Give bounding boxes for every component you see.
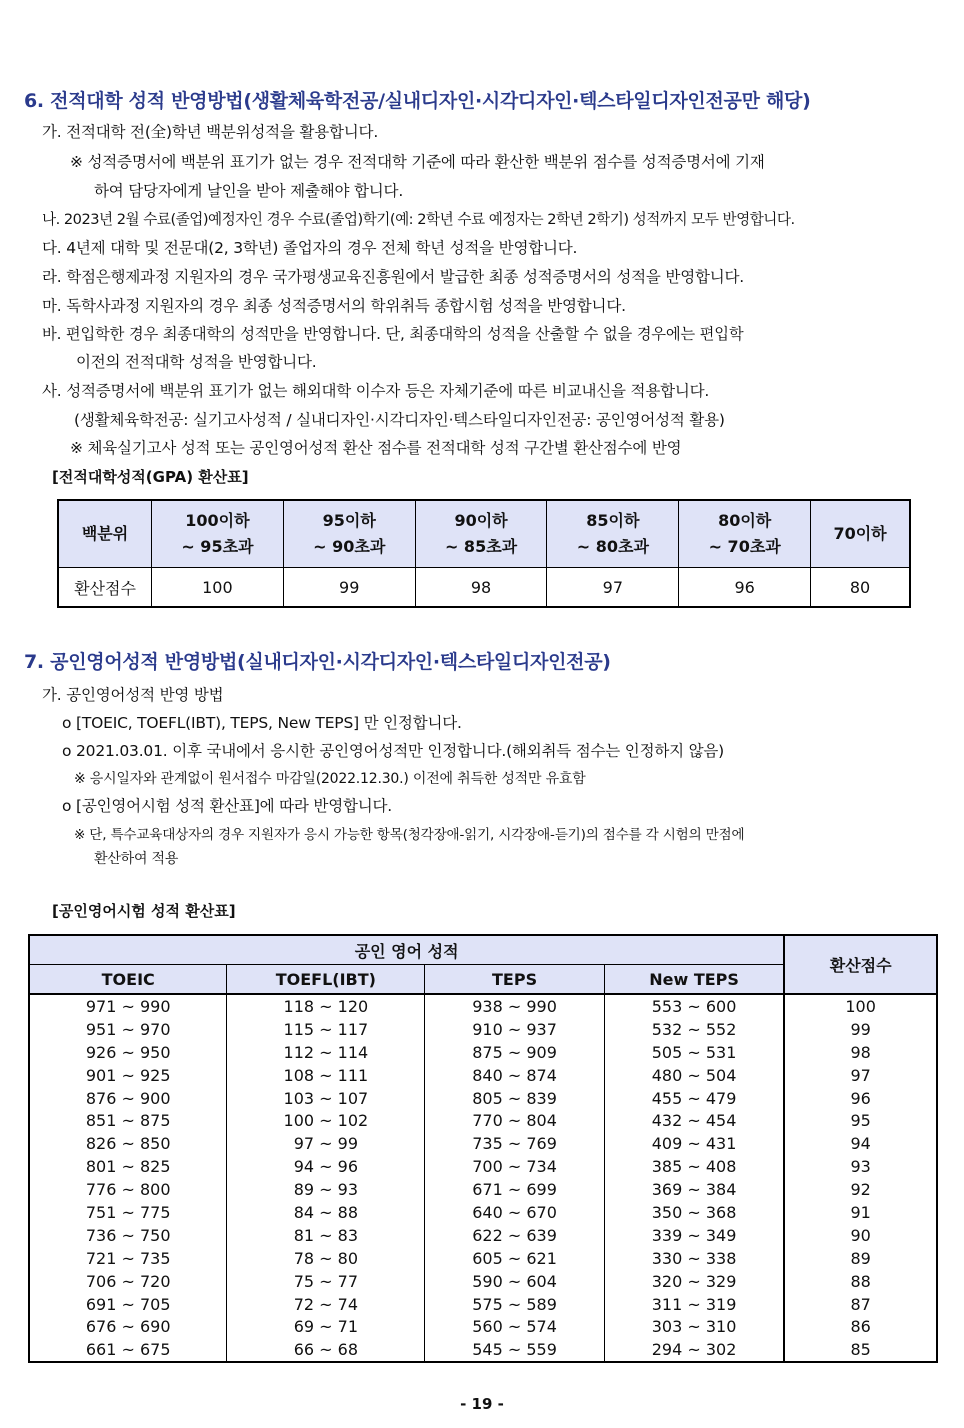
eng-range-cell: 75 ~ 77 — [227, 1270, 425, 1293]
eng-range-cell: 100 ~ 102 — [227, 1109, 425, 1132]
range-top: 90이하 — [454, 511, 508, 530]
item-7-ga: 가. 공인영어성적 반영 방법 — [42, 686, 224, 704]
eng-range-cell: 532 ~ 552 — [604, 1018, 784, 1041]
eng-score-cell: 94 — [784, 1132, 937, 1155]
eng-range-cell: 735 ~ 769 — [425, 1132, 605, 1155]
eng-col-header: New TEPS — [604, 965, 784, 995]
table-row — [29, 1270, 937, 1293]
eng-range-cell: 661 ~ 675 — [29, 1338, 227, 1362]
eng-score-cell: 86 — [784, 1315, 937, 1338]
eng-range-cell: 805 ~ 839 — [425, 1087, 605, 1110]
eng-range-cell: 801 ~ 825 — [29, 1155, 227, 1178]
eng-range-cell: 736 ~ 750 — [29, 1224, 227, 1247]
gpa-score-cell: 100 — [152, 568, 284, 608]
eng-range-cell: 691 ~ 705 — [29, 1293, 227, 1316]
range-top: 85이하 — [586, 511, 640, 530]
section-7-title: 7. 공인영어성적 반영방법(실내디자인·시각디자인·텍스타일디자인전공) — [24, 651, 611, 673]
table-row — [29, 1064, 937, 1087]
eng-range-cell: 505 ~ 531 — [604, 1041, 784, 1064]
eng-range-cell: 575 ~ 589 — [425, 1293, 605, 1316]
eng-range-cell: 118 ~ 120 — [227, 994, 425, 1018]
eng-range-cell: 103 ~ 107 — [227, 1087, 425, 1110]
gpa-header-row — [58, 500, 910, 568]
gpa-score-cell: 98 — [415, 568, 547, 608]
table-row — [29, 1041, 937, 1064]
eng-range-cell: 66 ~ 68 — [227, 1338, 425, 1362]
eng-range-cell: 671 ~ 699 — [425, 1178, 605, 1201]
gpa-range-cell — [547, 500, 679, 568]
gpa-range-cell — [152, 500, 284, 568]
gpa-score-cell: 96 — [679, 568, 811, 608]
range-bottom: ~ 85초과 — [444, 537, 518, 556]
eng-score-cell: 87 — [784, 1293, 937, 1316]
eng-range-cell: 303 ~ 310 — [604, 1315, 784, 1338]
eng-score-cell: 96 — [784, 1087, 937, 1110]
eng-col-header: TEPS — [425, 965, 605, 995]
eng-range-cell: 751 ~ 775 — [29, 1201, 227, 1224]
item-7-o3-note: ※ 단, 특수교육대상자의 경우 지원자가 응시 가능한 항목(청각장애-읽기, 시각장애-듣기)의 점수를 각 시험의 만점에 — [74, 827, 745, 843]
table-row — [29, 1087, 937, 1110]
item-ga-note-cont: 하여 담당자에게 날인을 받아 제출해야 합니다. — [94, 182, 404, 200]
range-top: 100이하 — [185, 511, 250, 530]
eng-range-cell: 776 ~ 800 — [29, 1178, 227, 1201]
eng-range-cell: 590 ~ 604 — [425, 1270, 605, 1293]
eng-range-cell: 910 ~ 937 — [425, 1018, 605, 1041]
eng-range-cell: 640 ~ 670 — [425, 1201, 605, 1224]
gpa-range-cell — [811, 500, 910, 568]
eng-table-body — [29, 994, 937, 1362]
eng-score-cell: 90 — [784, 1224, 937, 1247]
eng-table-caption: [공인영어시험 성적 환산표] — [52, 902, 236, 920]
eng-range-cell: 330 ~ 338 — [604, 1247, 784, 1270]
note-text: ※ 성적증명서에 백분위 표기가 없는 경우 전적대학 기준에 따라 환산한 백분위 점수를 성적증명서에 기재 — [70, 153, 765, 171]
item-da: 다. 4년제 대학 및 전문대(2, 3학년) 졸업자의 경우 전체 학년 성적을 반영합니다. — [42, 239, 578, 257]
eng-header-row-1 — [29, 935, 937, 965]
item-ga-note — [70, 150, 938, 172]
gpa-row-label: 환산점수 — [58, 568, 152, 608]
gpa-score-cell: 97 — [547, 568, 679, 608]
eng-range-cell: 320 ~ 329 — [604, 1270, 784, 1293]
eng-range-cell: 700 ~ 734 — [425, 1155, 605, 1178]
eng-score-cell: 100 — [784, 994, 937, 1018]
eng-range-cell: 622 ~ 639 — [425, 1224, 605, 1247]
eng-score-cell: 85 — [784, 1338, 937, 1362]
eng-range-cell: 951 ~ 970 — [29, 1018, 227, 1041]
item-sa: 사. 성적증명서에 백분위 표기가 없는 해외대학 이수자 등은 자체기준에 따른 비교내신을 적용합니다. — [42, 382, 710, 400]
eng-range-cell: 385 ~ 408 — [604, 1155, 784, 1178]
table-row — [29, 1201, 937, 1224]
eng-score-cell: 91 — [784, 1201, 937, 1224]
eng-range-cell: 876 ~ 900 — [29, 1087, 227, 1110]
gpa-score-cell: 99 — [283, 568, 415, 608]
eng-range-cell: 108 ~ 111 — [227, 1064, 425, 1087]
range-top: 95이하 — [322, 511, 376, 530]
range-bottom: ~ 70초과 — [708, 537, 781, 556]
table-row — [29, 1247, 937, 1270]
eng-score-cell: 98 — [784, 1041, 937, 1064]
english-score-table — [28, 934, 938, 1363]
item-7-o3: o [공인영어시험 성적 환산표]에 따라 반영합니다. — [62, 797, 393, 815]
eng-range-cell: 432 ~ 454 — [604, 1109, 784, 1132]
eng-range-cell: 69 ~ 71 — [227, 1315, 425, 1338]
eng-score-cell: 97 — [784, 1064, 937, 1087]
item-ba: 바. 편입학한 경우 최종대학의 성적만을 반영합니다. 단, 최종대학의 성적을 산출할 수 없을 경우에는 편입학 — [42, 325, 744, 343]
table-row — [29, 1109, 937, 1132]
item-ma: 마. 독학사과정 지원자의 경우 최종 성적증명서의 학위취득 종합시험 성적을 반영합니다. — [42, 297, 626, 315]
eng-range-cell: 851 ~ 875 — [29, 1109, 227, 1132]
eng-range-cell: 553 ~ 600 — [604, 994, 784, 1018]
range-top: 70이하 — [833, 524, 887, 543]
gpa-range-cell — [679, 500, 811, 568]
table-row — [29, 994, 937, 1018]
range-bottom: ~ 80초과 — [576, 537, 649, 556]
item-7-o2: o 2021.03.01. 이후 국내에서 응시한 공인영어성적만 인정합니다.(해외취득 점수는 인정하지 않음) — [62, 742, 725, 760]
item-7-o2-note: ※ 응시일자와 관계없이 원서접수 마감일(2022.12.30.) 이전에 취득한 성적만 유효함 — [74, 771, 586, 787]
eng-range-cell: 545 ~ 559 — [425, 1338, 605, 1362]
gpa-row-label: 백분위 — [58, 500, 152, 568]
table-row — [29, 1293, 937, 1316]
eng-range-cell: 115 ~ 117 — [227, 1018, 425, 1041]
eng-range-cell: 409 ~ 431 — [604, 1132, 784, 1155]
item-sa-note-2: ※ 체육실기고사 성적 또는 공인영어성적 환산 점수를 전적대학 성적 구간별 환산점수에 반영 — [70, 439, 682, 457]
eng-range-cell: 81 ~ 83 — [227, 1224, 425, 1247]
eng-score-cell: 93 — [784, 1155, 937, 1178]
eng-range-cell: 971 ~ 990 — [29, 994, 227, 1018]
item-7-o1: o [TOEIC, TOEFL(IBT), TEPS, New TEPS] 만 인정합니다. — [62, 714, 462, 732]
table-row — [29, 1315, 937, 1338]
eng-score-header: 환산점수 — [784, 935, 937, 994]
eng-group-header: 공인 영어 성적 — [29, 935, 784, 965]
eng-range-cell: 84 ~ 88 — [227, 1201, 425, 1224]
eng-range-cell: 706 ~ 720 — [29, 1270, 227, 1293]
eng-range-cell: 721 ~ 735 — [29, 1247, 227, 1270]
item-ba-cont: 이전의 전적대학 성적을 반영합니다. — [76, 353, 317, 371]
eng-range-cell: 840 ~ 874 — [425, 1064, 605, 1087]
item-ra: 라. 학점은행제과정 지원자의 경우 국가평생교육진흥원에서 발급한 최종 성적증명서의 성적을 반영합니다. — [42, 268, 745, 286]
eng-range-cell: 72 ~ 74 — [227, 1293, 425, 1316]
table-row — [29, 1155, 937, 1178]
item-na: 나. 2023년 2월 수료(졸업)예정자인 경우 수료(졸업)학기(예: 2학년 수료 예정자는 2학년 2학기) 성적까지 모두 반영합니다. — [42, 211, 795, 228]
eng-score-cell: 88 — [784, 1270, 937, 1293]
eng-col-header: TOEIC — [29, 965, 227, 995]
item-7-o3-note-cont: 환산하여 적용 — [94, 851, 179, 867]
eng-range-cell: 350 ~ 368 — [604, 1201, 784, 1224]
item-ga: 가. 전적대학 전(全)학년 백분위성적을 활용합니다. — [42, 123, 379, 141]
eng-score-cell: 89 — [784, 1247, 937, 1270]
eng-range-cell: 875 ~ 909 — [425, 1041, 605, 1064]
eng-range-cell: 938 ~ 990 — [425, 994, 605, 1018]
eng-score-cell: 99 — [784, 1018, 937, 1041]
eng-col-header: TOEFL(IBT) — [227, 965, 425, 995]
range-bottom: ~ 95초과 — [181, 537, 254, 556]
eng-range-cell: 89 ~ 93 — [227, 1178, 425, 1201]
section-6-title: 6. 전적대학 성적 반영방법(생활체육학전공/실내디자인·시각디자인·텍스타일디자인전공만 해당) — [24, 90, 811, 112]
eng-range-cell: 311 ~ 319 — [604, 1293, 784, 1316]
eng-range-cell: 926 ~ 950 — [29, 1041, 227, 1064]
eng-range-cell: 97 ~ 99 — [227, 1132, 425, 1155]
range-top: 80이하 — [718, 511, 772, 530]
eng-range-cell: 369 ~ 384 — [604, 1178, 784, 1201]
eng-range-cell: 901 ~ 925 — [29, 1064, 227, 1087]
eng-range-cell: 560 ~ 574 — [425, 1315, 605, 1338]
table-row — [29, 1132, 937, 1155]
eng-range-cell: 339 ~ 349 — [604, 1224, 784, 1247]
eng-range-cell: 605 ~ 621 — [425, 1247, 605, 1270]
eng-range-cell: 480 ~ 504 — [604, 1064, 784, 1087]
range-bottom: ~ 90초과 — [313, 537, 386, 556]
eng-range-cell: 94 ~ 96 — [227, 1155, 425, 1178]
gpa-score-row — [58, 568, 910, 608]
eng-range-cell: 826 ~ 850 — [29, 1132, 227, 1155]
table-row — [29, 1224, 937, 1247]
gpa-range-cell — [415, 500, 547, 568]
page-number: - 19 - — [460, 1395, 504, 1413]
table-row — [29, 1178, 937, 1201]
gpa-conversion-table — [57, 499, 911, 608]
gpa-table-caption: [전적대학성적(GPA) 환산표] — [52, 468, 249, 486]
eng-range-cell: 676 ~ 690 — [29, 1315, 227, 1338]
eng-range-cell: 455 ~ 479 — [604, 1087, 784, 1110]
eng-range-cell: 294 ~ 302 — [604, 1338, 784, 1362]
item-sa-note: (생활체육학전공: 실기고사성적 / 실내디자인·시각디자인·텍스타일디자인전공: 공인영어성적 활용) — [74, 411, 725, 429]
gpa-score-cell: 80 — [811, 568, 910, 608]
gpa-range-cell — [283, 500, 415, 568]
eng-score-cell: 92 — [784, 1178, 937, 1201]
table-row — [29, 1018, 937, 1041]
eng-range-cell: 770 ~ 804 — [425, 1109, 605, 1132]
eng-score-cell: 95 — [784, 1109, 937, 1132]
eng-range-cell: 112 ~ 114 — [227, 1041, 425, 1064]
table-row — [29, 1338, 937, 1362]
eng-range-cell: 78 ~ 80 — [227, 1247, 425, 1270]
